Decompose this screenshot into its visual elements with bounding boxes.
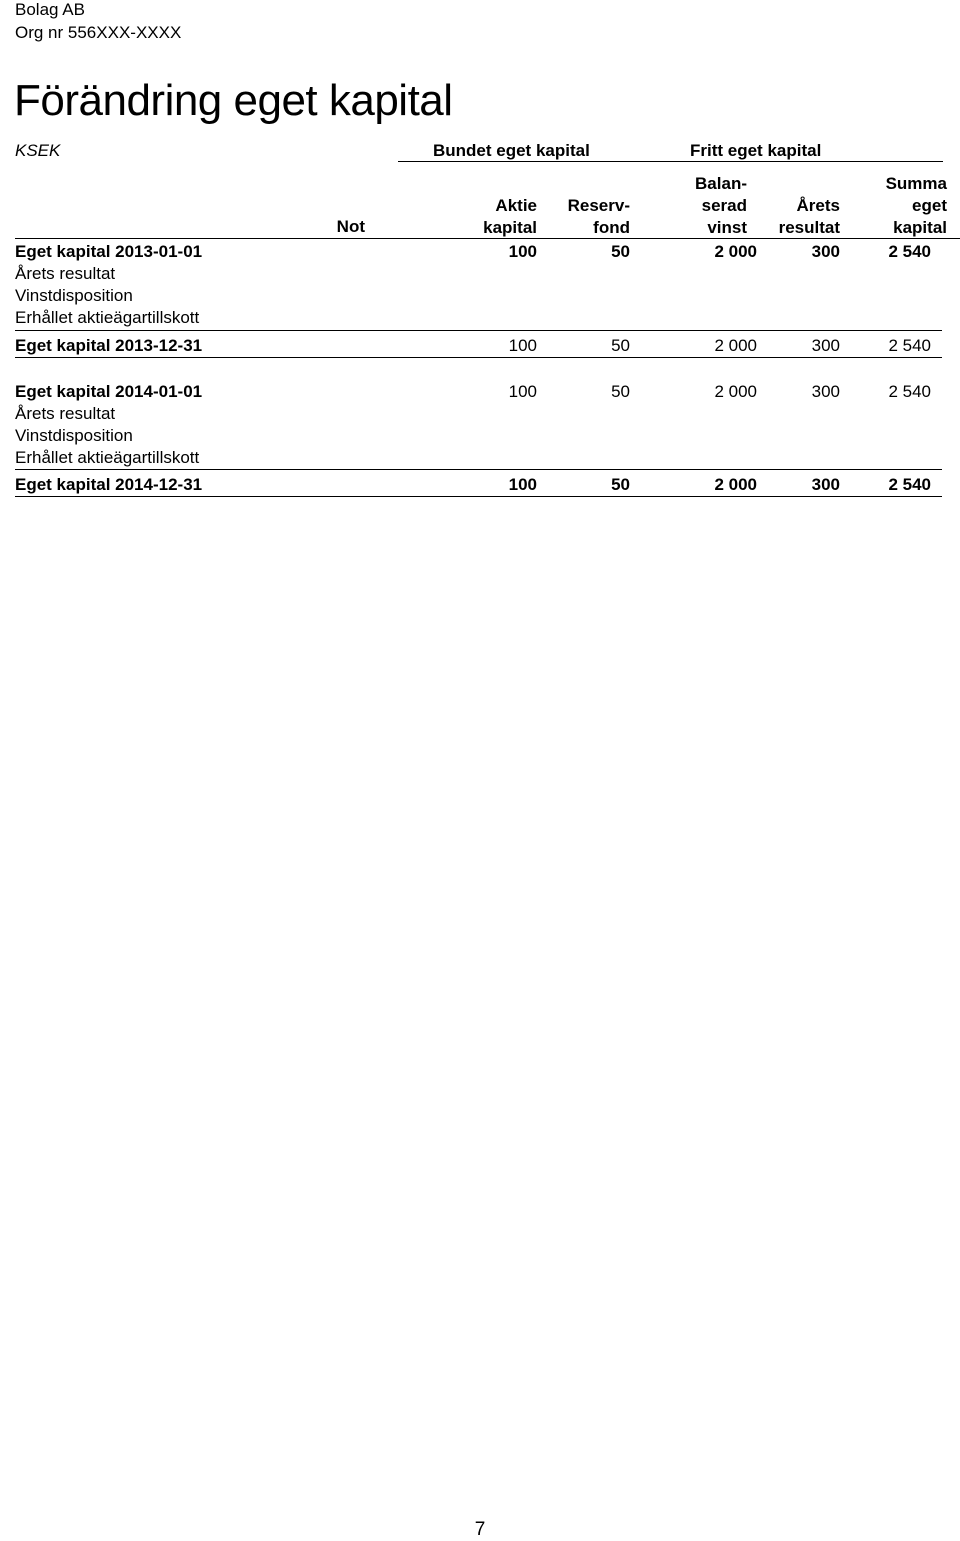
org-number: Org nr 556XXX-XXXX	[15, 23, 182, 42]
header-rule	[15, 238, 960, 239]
row-label: Erhållet aktieägartillskott	[15, 308, 200, 327]
group-header-fritt: Fritt eget kapital	[690, 141, 822, 160]
column-header-aktiekapital-line2: kapital	[483, 218, 537, 237]
cell-aktiekapital: 100	[508, 382, 537, 401]
row-label: Eget kapital 2014-01-01	[15, 382, 203, 401]
row-label: Eget kapital 2014-12-31	[15, 475, 203, 494]
table-row	[15, 241, 945, 263]
row-label: Eget kapital 2013-01-01	[15, 242, 203, 261]
cell-aktiekapital: 100	[508, 475, 537, 494]
column-header-summa-line3: kapital	[893, 218, 947, 237]
cell-reservfond: 50	[611, 475, 630, 494]
group-header-bundet: Bundet eget kapital	[433, 141, 590, 160]
cell-arets-resultat: 300	[811, 382, 840, 401]
total-rule-2013	[15, 357, 942, 358]
table-row	[15, 263, 945, 285]
cell-summa: 2 540	[888, 475, 931, 494]
column-header-aktiekapital-line1: Aktie	[495, 196, 537, 215]
cell-aktiekapital: 100	[508, 336, 537, 355]
cell-arets-resultat: 300	[811, 475, 840, 494]
column-header-balanserad-line1: Balan-	[695, 174, 747, 193]
cell-summa: 2 540	[888, 242, 931, 261]
cell-summa: 2 540	[888, 336, 931, 355]
table-row	[15, 335, 945, 357]
table-row	[15, 381, 945, 403]
row-label: Årets resultat	[15, 404, 116, 423]
column-header-aktiekapital	[460, 195, 537, 239]
total-rule-2014	[15, 496, 942, 497]
table-row	[15, 474, 945, 496]
cell-reservfond: 50	[611, 336, 630, 355]
row-label: Årets resultat	[15, 264, 116, 283]
column-header-balanserad-vinst	[668, 173, 747, 239]
column-header-reservfond-line2: fond	[593, 218, 630, 237]
subtotal-rule-2013	[15, 330, 942, 331]
column-header-arets-line2: resultat	[778, 218, 840, 237]
row-label: Vinstdisposition	[15, 426, 133, 445]
page-number: 7	[474, 1519, 486, 1540]
column-header-reservfond	[550, 195, 630, 239]
row-label: Erhållet aktieägartillskott	[15, 448, 200, 467]
table-row	[15, 425, 945, 447]
cell-reservfond: 50	[611, 242, 630, 261]
page-title: Förändring eget kapital	[14, 76, 453, 125]
cell-balanserad-vinst: 2 000	[714, 475, 757, 494]
column-header-arets-line1: Årets	[796, 196, 840, 215]
column-header-summa-line1: Summa	[885, 174, 947, 193]
column-header-balanserad-line2: serad	[701, 196, 747, 215]
row-label: Eget kapital 2013-12-31	[15, 336, 203, 355]
column-header-summa-line2: eget	[912, 196, 947, 215]
row-label: Vinstdisposition	[15, 286, 133, 305]
cell-reservfond: 50	[611, 382, 630, 401]
company-name: Bolag AB	[15, 0, 85, 19]
cell-balanserad-vinst: 2 000	[714, 242, 757, 261]
group-header-rule	[398, 161, 943, 162]
cell-balanserad-vinst: 2 000	[714, 382, 757, 401]
column-header-balanserad-line3: vinst	[707, 218, 747, 237]
unit-label: KSEK	[15, 141, 61, 160]
column-header-summa-eget-kapital	[862, 173, 947, 239]
subtotal-rule-2014	[15, 469, 942, 470]
table-row	[15, 285, 945, 307]
column-header-arets-resultat	[760, 195, 840, 239]
table-row	[15, 403, 945, 425]
column-header-not: Not	[336, 217, 365, 236]
cell-arets-resultat: 300	[811, 336, 840, 355]
table-row	[15, 447, 945, 469]
cell-balanserad-vinst: 2 000	[714, 336, 757, 355]
cell-summa: 2 540	[888, 382, 931, 401]
cell-aktiekapital: 100	[508, 242, 537, 261]
column-header-reservfond-line1: Reserv-	[567, 196, 630, 215]
cell-arets-resultat: 300	[811, 242, 840, 261]
table-row	[15, 307, 945, 329]
